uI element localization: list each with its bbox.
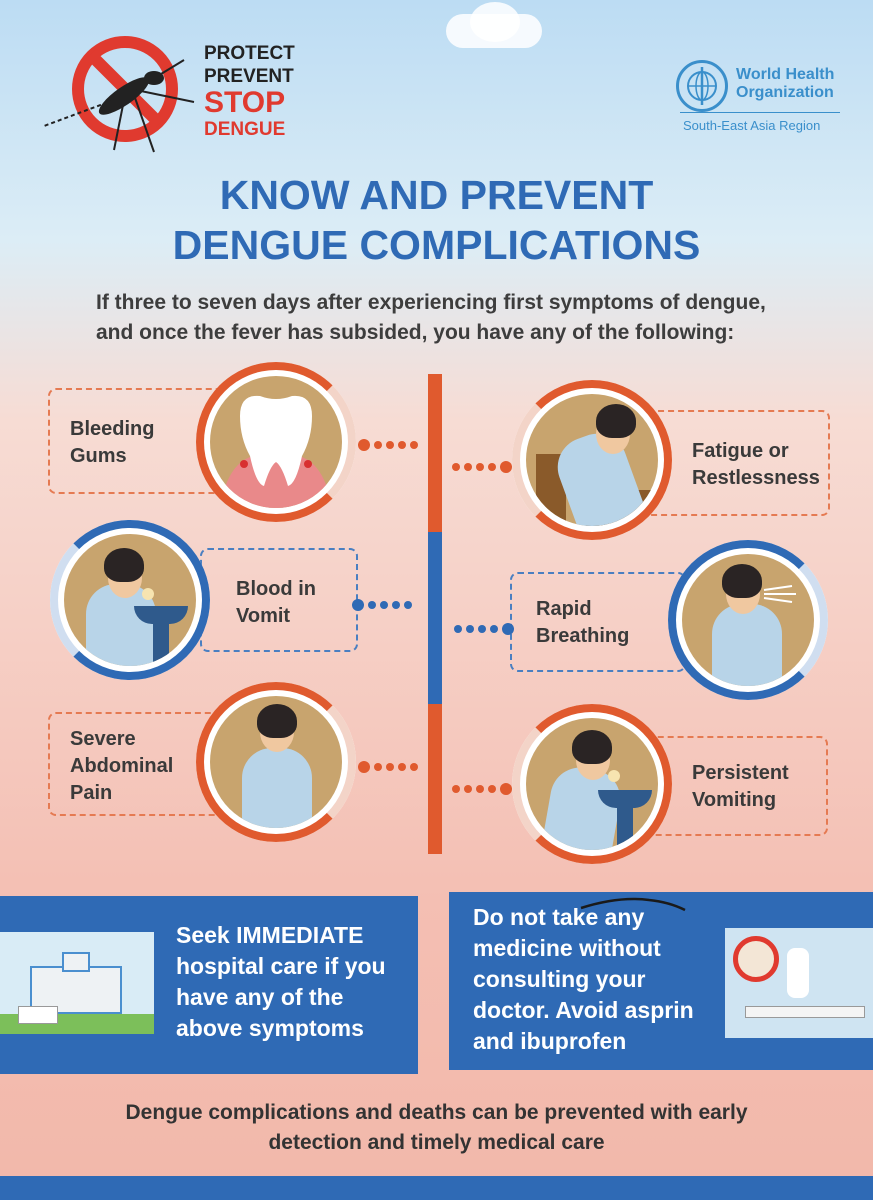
breath-icon — [762, 584, 802, 604]
seek-care-text — [176, 920, 386, 1044]
illustration-background — [210, 376, 342, 508]
footer-bar — [0, 1176, 873, 1200]
person-hair — [572, 730, 612, 764]
connector-dots — [452, 780, 516, 790]
slogan-protect: PROTECT — [204, 43, 295, 64]
intro-text — [96, 288, 796, 348]
seek-care-line: have any of the — [176, 984, 344, 1010]
illustration-background — [210, 696, 342, 828]
who-name — [736, 66, 834, 102]
illustration-background — [526, 718, 658, 850]
slogan-stop: STOP — [204, 86, 286, 119]
basin-stand — [153, 622, 169, 666]
abdominal-pain-illustration — [196, 682, 356, 842]
symptom-label: Bleeding — [70, 418, 155, 440]
medicine-line: medicine without — [473, 935, 661, 961]
vomit-icon — [142, 588, 154, 600]
person-hair — [596, 404, 636, 438]
intro-line1: If three to seven days after experiencing first symptoms of dengue, — [96, 291, 766, 314]
tooth-icon — [210, 376, 342, 508]
hospital-tower — [62, 952, 90, 972]
hospital-illustration — [0, 932, 154, 1034]
bed-icon — [745, 1006, 865, 1018]
connector-dots — [452, 458, 516, 468]
handwritten-strike-mark — [579, 896, 689, 914]
symptom-label: Vomit — [236, 605, 291, 627]
page-title — [0, 170, 873, 270]
symptom-label: Severe — [70, 728, 136, 750]
medicine-line: and ibuprofen — [473, 1028, 627, 1054]
medicine-line: doctor. Avoid asprin — [473, 997, 694, 1023]
bleeding-gums-illustration — [196, 362, 356, 522]
connector-dots — [358, 436, 422, 446]
timeline-spine-middle — [428, 532, 442, 704]
medicine-line: consulting your — [473, 966, 646, 992]
person-body — [712, 604, 782, 686]
campaign-slogan — [204, 42, 295, 141]
mosquito-icon — [24, 40, 204, 160]
footer-line2: detection and timely medical care — [268, 1131, 605, 1154]
blood-vomit-illustration — [50, 520, 210, 680]
rapid-breathing-illustration — [668, 540, 828, 700]
vomit-icon — [608, 770, 620, 782]
illustration-background — [526, 394, 658, 526]
no-medicine-icon — [733, 936, 779, 982]
illustration-background — [64, 534, 196, 666]
footer-message — [0, 1098, 873, 1158]
timeline-spine-bottom — [428, 704, 442, 854]
symptom-label: Pain — [70, 782, 113, 804]
symptom-label: Blood in — [236, 578, 316, 600]
basin-stand — [617, 806, 633, 850]
who-region: South-East Asia Region — [683, 118, 821, 133]
symptom-label: Vomiting — [692, 789, 777, 811]
symptom-blood-vomit-box — [200, 548, 358, 652]
cloud-decoration — [470, 2, 520, 42]
title-line2: DENGUE COMPLICATIONS — [172, 222, 701, 268]
person-body — [242, 748, 312, 828]
medicine-line: Do not take any — [473, 904, 645, 930]
person-hair — [104, 548, 144, 582]
symptom-rapid-breathing-box — [510, 572, 686, 672]
who-name-line2: Organization — [736, 84, 834, 101]
intro-line2: and once the fever has subsided, you have any of the following: — [96, 321, 735, 344]
fatigue-illustration — [512, 380, 672, 540]
seek-care-line: above symptoms — [176, 1015, 364, 1041]
slogan-prevent: PREVENT — [204, 66, 294, 87]
person-hair — [722, 564, 762, 598]
illustration-background — [682, 554, 814, 686]
symptom-label: Gums — [70, 445, 127, 467]
symptom-label: Breathing — [536, 625, 630, 647]
connector-dots — [454, 620, 518, 630]
footer-line1: Dengue complications and deaths can be prevented with early — [125, 1101, 748, 1124]
ambulance-icon — [18, 1006, 58, 1024]
symptom-label: Fatigue or — [692, 440, 789, 462]
seek-care-panel — [0, 896, 418, 1074]
symptom-label: Abdominal — [70, 755, 174, 777]
who-divider — [680, 112, 840, 113]
seek-care-line: hospital care if you — [176, 953, 386, 979]
globe-icon — [679, 63, 725, 109]
persistent-vomiting-illustration — [512, 704, 672, 864]
connector-dots — [358, 758, 422, 768]
person-hair — [257, 704, 297, 738]
symptom-label: Rapid — [536, 598, 592, 620]
medicine-warning-text — [473, 902, 694, 1057]
who-name-line1: World Health — [736, 66, 835, 83]
medicine-warning-panel — [449, 892, 873, 1070]
connector-dots — [352, 596, 416, 606]
doctor-illustration — [725, 928, 873, 1038]
title-line1: KNOW AND PREVENT — [219, 172, 654, 218]
who-emblem-icon — [676, 60, 728, 112]
symptom-label: Restlessness — [692, 467, 820, 489]
seek-care-line: Seek IMMEDIATE — [176, 922, 364, 948]
doctor-figure — [787, 948, 809, 998]
slogan-dengue: DENGUE — [204, 119, 286, 140]
symptom-label: Persistent — [692, 762, 789, 784]
timeline-spine-top — [428, 374, 442, 532]
